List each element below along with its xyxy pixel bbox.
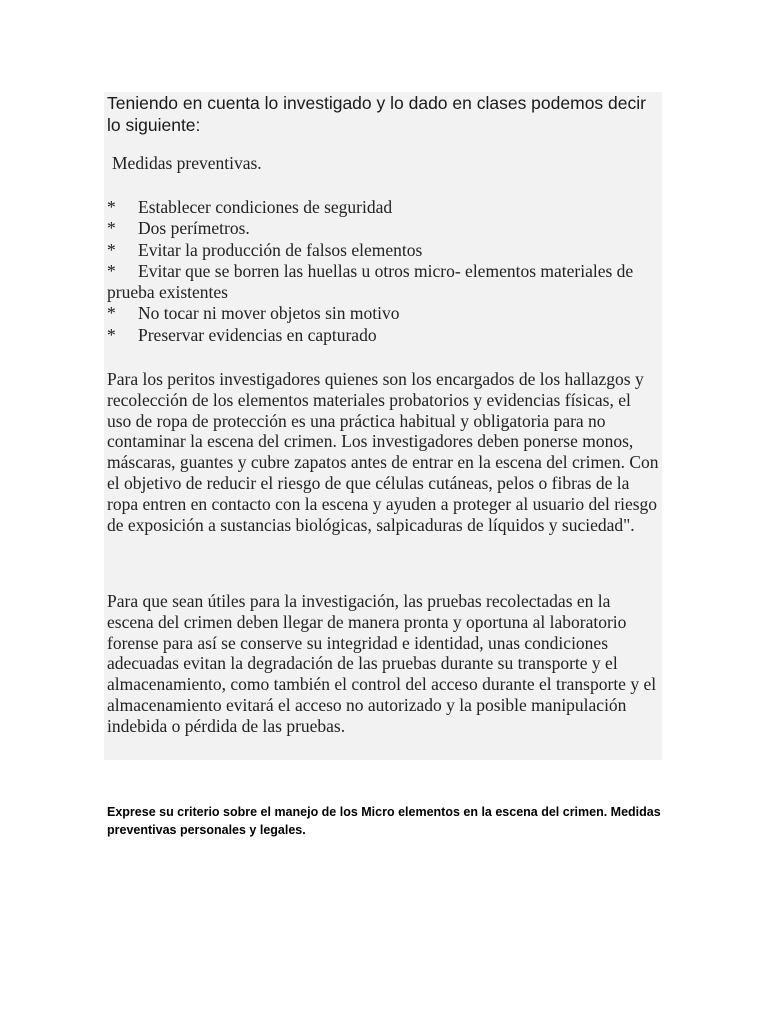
list-item-text: Preservar evidencias en capturado — [138, 324, 377, 345]
bullet-marker: * — [107, 197, 116, 217]
bullet-marker: * — [107, 260, 116, 281]
bullet-marker: * — [107, 218, 116, 239]
section-heading: Medidas preventivas. — [112, 153, 262, 173]
preventive-measures-list — [107, 197, 657, 346]
list-item-text: Dos perímetros. — [138, 218, 250, 239]
list-item — [107, 303, 657, 324]
list-item — [107, 218, 657, 239]
list-item — [107, 240, 657, 261]
list-item — [107, 197, 657, 218]
list-item-text: Evitar que se borren las huellas u otros micro- elementos materiales de prueba existentes — [107, 260, 634, 303]
list-item — [107, 261, 657, 304]
paragraph-protective-clothing: Para los peritos investigadores quienes son los encargados de los hallazgos y recolección de los elementos materiales probatorios y evidencias físicas, el uso de ropa de protección es una práctica habitual y obligatoria para no contaminar la escena del crimen. Los investigadores deben ponerse monos, máscaras, guantes y cubre zapatos antes de entrar en la escena del crimen. Con el objetivo de reducir el riesgo de que células cutáneas, pelos o fibras de la ropa entren en contacto con la escena y ayuden a proteger al usuario del riesgo de exposición a sustancias biológicas, salpicaduras de líquidos y suciedad". — [107, 369, 659, 535]
paragraph-evidence-transport: Para que sean útiles para la investigación, las pruebas recolectadas en la escena del crimen deben llegar de manera pronta y oportuna al laboratorio forense para así se conserve su integridad e identidad, unas condiciones adecuadas evitan la degradación de las pruebas durante su transporte y el almacenamiento, como también el control del acceso durante el transporte y el almacenamiento evitará el acceso no autorizado y la posible manipulación indebida o pérdida de las pruebas. — [107, 591, 657, 736]
assignment-question — [107, 803, 667, 839]
list-item-text: Establecer condiciones de seguridad — [138, 197, 393, 217]
bullet-marker: * — [107, 324, 116, 345]
list-item — [107, 325, 657, 346]
list-item-text: No tocar ni mover objetos sin motivo — [138, 303, 400, 324]
bullet-marker: * — [107, 303, 116, 324]
list-item-text: Evitar la producción de falsos elementos — [138, 239, 423, 260]
bullet-marker: * — [107, 239, 116, 260]
assignment-question-text: Exprese su criterio sobre el manejo de los Micro elementos en la escena del crimen. Medidas preventivas personales y legales. — [107, 805, 661, 837]
intro-text: Teniendo en cuenta lo investigado y lo dado en clases podemos decir lo siguiente: — [107, 93, 646, 135]
